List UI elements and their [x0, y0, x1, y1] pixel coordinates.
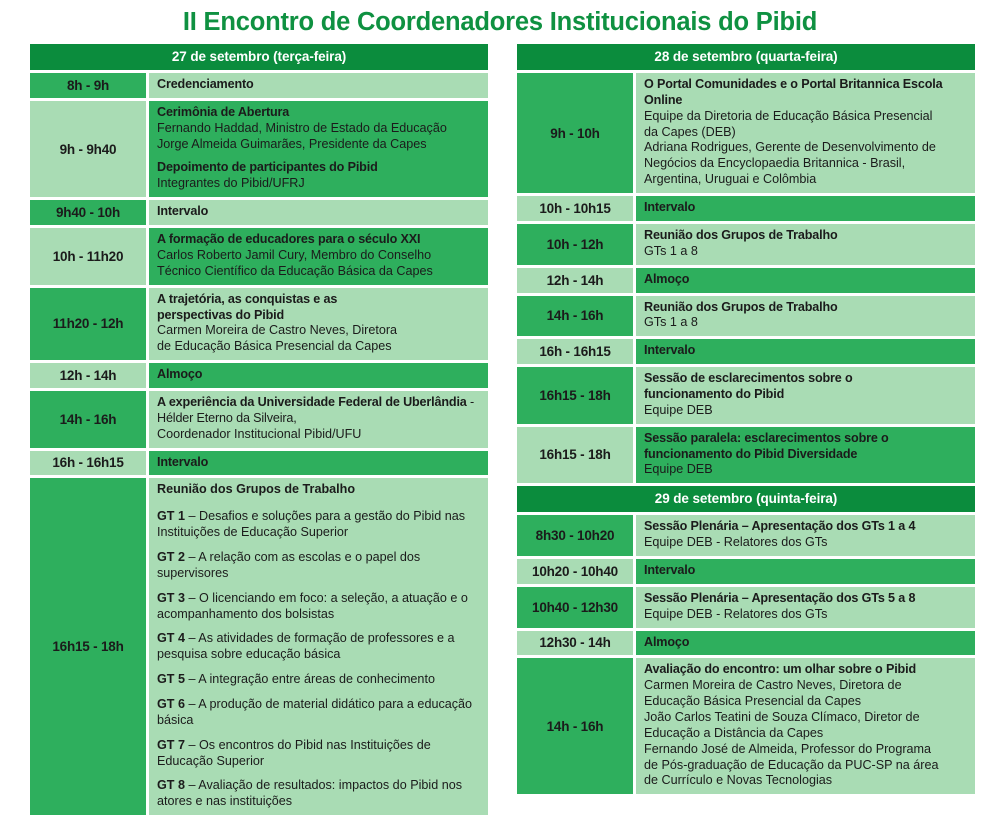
block-title: O Portal Comunidades e o Portal Britannica Escola — [644, 77, 943, 92]
day-header: 28 de setembro (quarta-feira) — [517, 44, 975, 70]
row-content-cell — [149, 228, 488, 285]
row-time-cell: 16h15 - 18h — [517, 367, 633, 424]
block-title: Sessão paralela: esclarecimentos sobre o — [644, 430, 889, 445]
row-time-cell: 16h15 - 18h — [517, 427, 633, 484]
content-block — [157, 204, 480, 220]
row-content-cell — [149, 451, 488, 476]
block-title: Online — [644, 92, 683, 107]
row-content-cell — [636, 587, 975, 628]
row-time-cell: 9h - 9h40 — [30, 101, 146, 197]
gt-text: – A relação com as escolas e o papel dos supervisores — [157, 549, 421, 580]
block-title: perspectivas do Pibid — [157, 307, 285, 322]
block-line: da Capes (DEB) — [644, 124, 736, 139]
content-block — [157, 395, 480, 443]
row-time-cell: 14h - 16h — [517, 658, 633, 794]
gt-text: – A integração entre áreas de conhecimento — [188, 672, 435, 687]
block-title: Reunião dos Grupos de Trabalho — [644, 227, 838, 242]
block-line: Jorge Almeida Guimarães, Presidente da Capes — [157, 136, 427, 151]
block-title: Intervalo — [157, 454, 209, 469]
gt-label: GT 8 — [157, 778, 189, 793]
content-block — [644, 228, 967, 260]
block-line: Fernando Haddad, Ministro de Estado da Educação — [157, 120, 447, 135]
block-title: Intervalo — [644, 200, 696, 215]
content-block — [644, 200, 967, 216]
row-time-cell: 14h - 16h — [517, 296, 633, 337]
gt-text: – Avaliação de resultados: impactos do Pibid nos atores e nas instituições — [157, 778, 463, 809]
row-time-cell: 10h - 11h20 — [30, 228, 146, 285]
block-line: Equipe DEB - Relatores dos GTs — [644, 535, 828, 550]
block-title: funcionamento do Pibid Diversidade — [644, 446, 858, 461]
block-line: Equipe da Diretoria de Educação Básica Presencial — [644, 108, 933, 123]
block-line: Integrantes do Pibid/UFRJ — [157, 176, 305, 191]
schedule-column-left — [30, 44, 488, 818]
gt-text: – As atividades de formação de professores e a pesquisa sobre educação básica — [157, 631, 455, 662]
row-content-cell — [636, 268, 975, 293]
row-content-cell — [149, 478, 488, 815]
row-time-cell: 16h15 - 18h — [30, 478, 146, 815]
row-content-cell — [149, 288, 488, 360]
block-title: Depoimento de participantes do Pibid — [157, 160, 378, 175]
block-title: Sessão Plenária – Apresentação dos GTs 5 a 8 — [644, 590, 916, 605]
gt-list-item — [157, 697, 480, 729]
gt-text: – O licenciando em foco: a seleção, a atuação e o acompanhamento dos bolsistas — [157, 590, 468, 621]
row-content-cell — [149, 391, 488, 448]
block-title: Almoço — [644, 271, 690, 286]
gt-list-item — [157, 509, 480, 541]
gt-text: – Os encontros do Pibid nas Instituições de Educação Superior — [157, 737, 431, 768]
block-title: Almoço — [644, 634, 690, 649]
block-title: Avaliação do encontro: um olhar sobre o Pibid — [644, 662, 916, 677]
row-content-cell — [636, 196, 975, 221]
table-row — [517, 196, 975, 221]
gt-text: – Desafios e soluções para a gestão do Pibid nas Instituições de Educação Superior — [157, 509, 466, 540]
row-content-cell — [636, 631, 975, 656]
table-row — [30, 451, 488, 476]
table-row — [30, 228, 488, 285]
block-line: GTs 1 a 8 — [644, 243, 698, 258]
gt-list-item — [157, 550, 480, 582]
table-row — [30, 363, 488, 388]
block-line: GTs 1 a 8 — [644, 315, 698, 330]
row-content-cell — [636, 367, 975, 424]
table-row — [517, 427, 975, 484]
table-row — [30, 101, 488, 197]
table-row — [517, 587, 975, 628]
block-line: João Carlos Teatini de Souza Clímaco, Diretor de — [644, 709, 920, 724]
row-time-cell: 16h - 16h15 — [30, 451, 146, 476]
block-line: Carmen Moreira de Castro Neves, Diretora de — [644, 678, 902, 693]
row-content-cell — [636, 515, 975, 556]
gt-label: GT 1 — [157, 509, 189, 524]
row-content-cell — [636, 224, 975, 265]
block-title: Intervalo — [157, 204, 209, 219]
content-block — [644, 431, 967, 479]
block-title-suffix: - Hélder Eterno da Silveira, — [157, 394, 475, 425]
gt-list-item — [157, 778, 480, 810]
block-title: Almoço — [157, 367, 203, 382]
gt-list-item — [157, 738, 480, 770]
block-title: Reunião dos Grupos de Trabalho — [644, 299, 838, 314]
table-row — [30, 478, 488, 815]
row-time-cell: 10h - 12h — [517, 224, 633, 265]
block-line: Técnico Científico da Educação Básica da Capes — [157, 263, 433, 278]
row-content-cell — [149, 101, 488, 197]
block-title: Sessão de esclarecimentos sobre o — [644, 371, 853, 386]
block-line: de Pós-graduação de Educação da PUC-SP na área — [644, 757, 939, 772]
gt-label: GT 2 — [157, 549, 189, 564]
row-time-cell: 11h20 - 12h — [30, 288, 146, 360]
row-time-cell: 8h30 - 10h20 — [517, 515, 633, 556]
content-block — [157, 455, 480, 471]
block-line: Negócios da Encyclopaedia Britannica - Brasil, — [644, 156, 906, 171]
block-line: Fernando José de Almeida, Professor do Programa — [644, 741, 932, 756]
table-row — [517, 515, 975, 556]
block-line: Equipe DEB — [644, 462, 713, 477]
block-line: Educação a Distância da Capes — [644, 725, 824, 740]
row-content-cell — [636, 658, 975, 794]
table-row — [517, 268, 975, 293]
content-block — [644, 662, 967, 789]
block-title: Sessão Plenária – Apresentação dos GTs 1 a 4 — [644, 519, 916, 534]
block-line: Carlos Roberto Jamil Cury, Membro do Conselho — [157, 247, 432, 262]
gt-list-item — [157, 591, 480, 623]
block-line: Equipe DEB — [644, 402, 713, 417]
block-title: A experiência da Universidade Federal de Uberlândia - Hélder Eterno da Silveira, — [157, 394, 475, 425]
page-title: II Encontro de Coordenadores Institucionais do Pibid — [182, 8, 818, 36]
table-row — [30, 391, 488, 448]
content-block — [644, 635, 967, 651]
block-title: funcionamento do Pibid — [644, 386, 785, 401]
spacer — [157, 152, 480, 160]
content-block — [644, 519, 967, 551]
day-header: 29 de setembro (quinta-feira) — [517, 486, 975, 512]
block-line: Argentina, Uruguai e Colômbia — [644, 172, 817, 187]
block-title: A trajetória, as conquistas e as — [157, 291, 338, 306]
block-line: Equipe DEB - Relatores dos GTs — [644, 606, 828, 621]
content-block — [644, 272, 967, 288]
content-block — [644, 563, 967, 579]
gt-text: – A produção de material didático para a educação básica — [157, 696, 473, 727]
row-content-cell — [636, 427, 975, 484]
content-block — [644, 591, 967, 623]
row-time-cell: 8h - 9h — [30, 73, 146, 98]
row-content-cell — [636, 559, 975, 584]
table-row — [517, 73, 975, 193]
content-block — [157, 77, 480, 93]
block-line: Educação Básica Presencial da Capes — [644, 694, 862, 709]
content-block — [644, 343, 967, 359]
content-block — [157, 152, 480, 192]
schedule-column-right — [517, 44, 975, 818]
gt-list-item — [157, 672, 480, 688]
block-title: Credenciamento — [157, 77, 254, 92]
gt-list-item — [157, 631, 480, 663]
table-row — [517, 559, 975, 584]
row-content-cell — [636, 296, 975, 337]
block-title: Intervalo — [644, 562, 696, 577]
row-content-cell — [149, 363, 488, 388]
block-line: Carmen Moreira de Castro Neves, Diretora — [157, 323, 398, 338]
row-time-cell: 10h20 - 10h40 — [517, 559, 633, 584]
table-row — [30, 73, 488, 98]
row-content-cell — [636, 73, 975, 193]
table-row — [517, 658, 975, 794]
content-block — [644, 300, 967, 332]
row-content-cell — [636, 339, 975, 364]
table-row — [517, 631, 975, 656]
gt-label: GT 3 — [157, 590, 189, 605]
block-line: de Educação Básica Presencial da Capes — [157, 339, 392, 354]
block-title: Intervalo — [644, 343, 696, 358]
table-row — [517, 367, 975, 424]
table-row — [517, 296, 975, 337]
gt-list-title: Reunião dos Grupos de Trabalho — [157, 482, 356, 497]
row-time-cell: 14h - 16h — [30, 391, 146, 448]
gt-label: GT 5 — [157, 672, 189, 687]
row-content-cell — [149, 73, 488, 98]
table-row — [517, 224, 975, 265]
row-time-cell: 12h - 14h — [30, 363, 146, 388]
block-title: A formação de educadores para o século XXI — [157, 232, 421, 247]
schedule-columns — [0, 36, 1000, 818]
block-line: Coordenador Institucional Pibid/UFU — [157, 426, 362, 441]
block-title: Cerimônia de Abertura — [157, 104, 290, 119]
table-row — [30, 288, 488, 360]
content-block — [644, 77, 967, 188]
row-time-cell: 10h40 - 12h30 — [517, 587, 633, 628]
row-time-cell: 10h - 10h15 — [517, 196, 633, 221]
block-line: de Currículo e Novas Tecnologias — [644, 773, 833, 788]
row-time-cell: 12h - 14h — [517, 268, 633, 293]
content-block — [644, 371, 967, 419]
gt-label: GT 4 — [157, 631, 189, 646]
row-time-cell: 16h - 16h15 — [517, 339, 633, 364]
content-block — [157, 232, 480, 280]
gt-label: GT 7 — [157, 737, 189, 752]
gt-label: GT 6 — [157, 696, 189, 711]
table-row — [30, 200, 488, 225]
day-header: 27 de setembro (terça-feira) — [30, 44, 488, 70]
row-time-cell: 9h - 10h — [517, 73, 633, 193]
block-line: Adriana Rodrigues, Gerente de Desenvolvimento de — [644, 140, 936, 155]
table-row — [517, 339, 975, 364]
row-time-cell: 9h40 - 10h — [30, 200, 146, 225]
content-block — [157, 292, 480, 355]
row-time-cell: 12h30 - 14h — [517, 631, 633, 656]
row-content-cell — [149, 200, 488, 225]
content-block — [157, 105, 480, 153]
content-block — [157, 367, 480, 383]
